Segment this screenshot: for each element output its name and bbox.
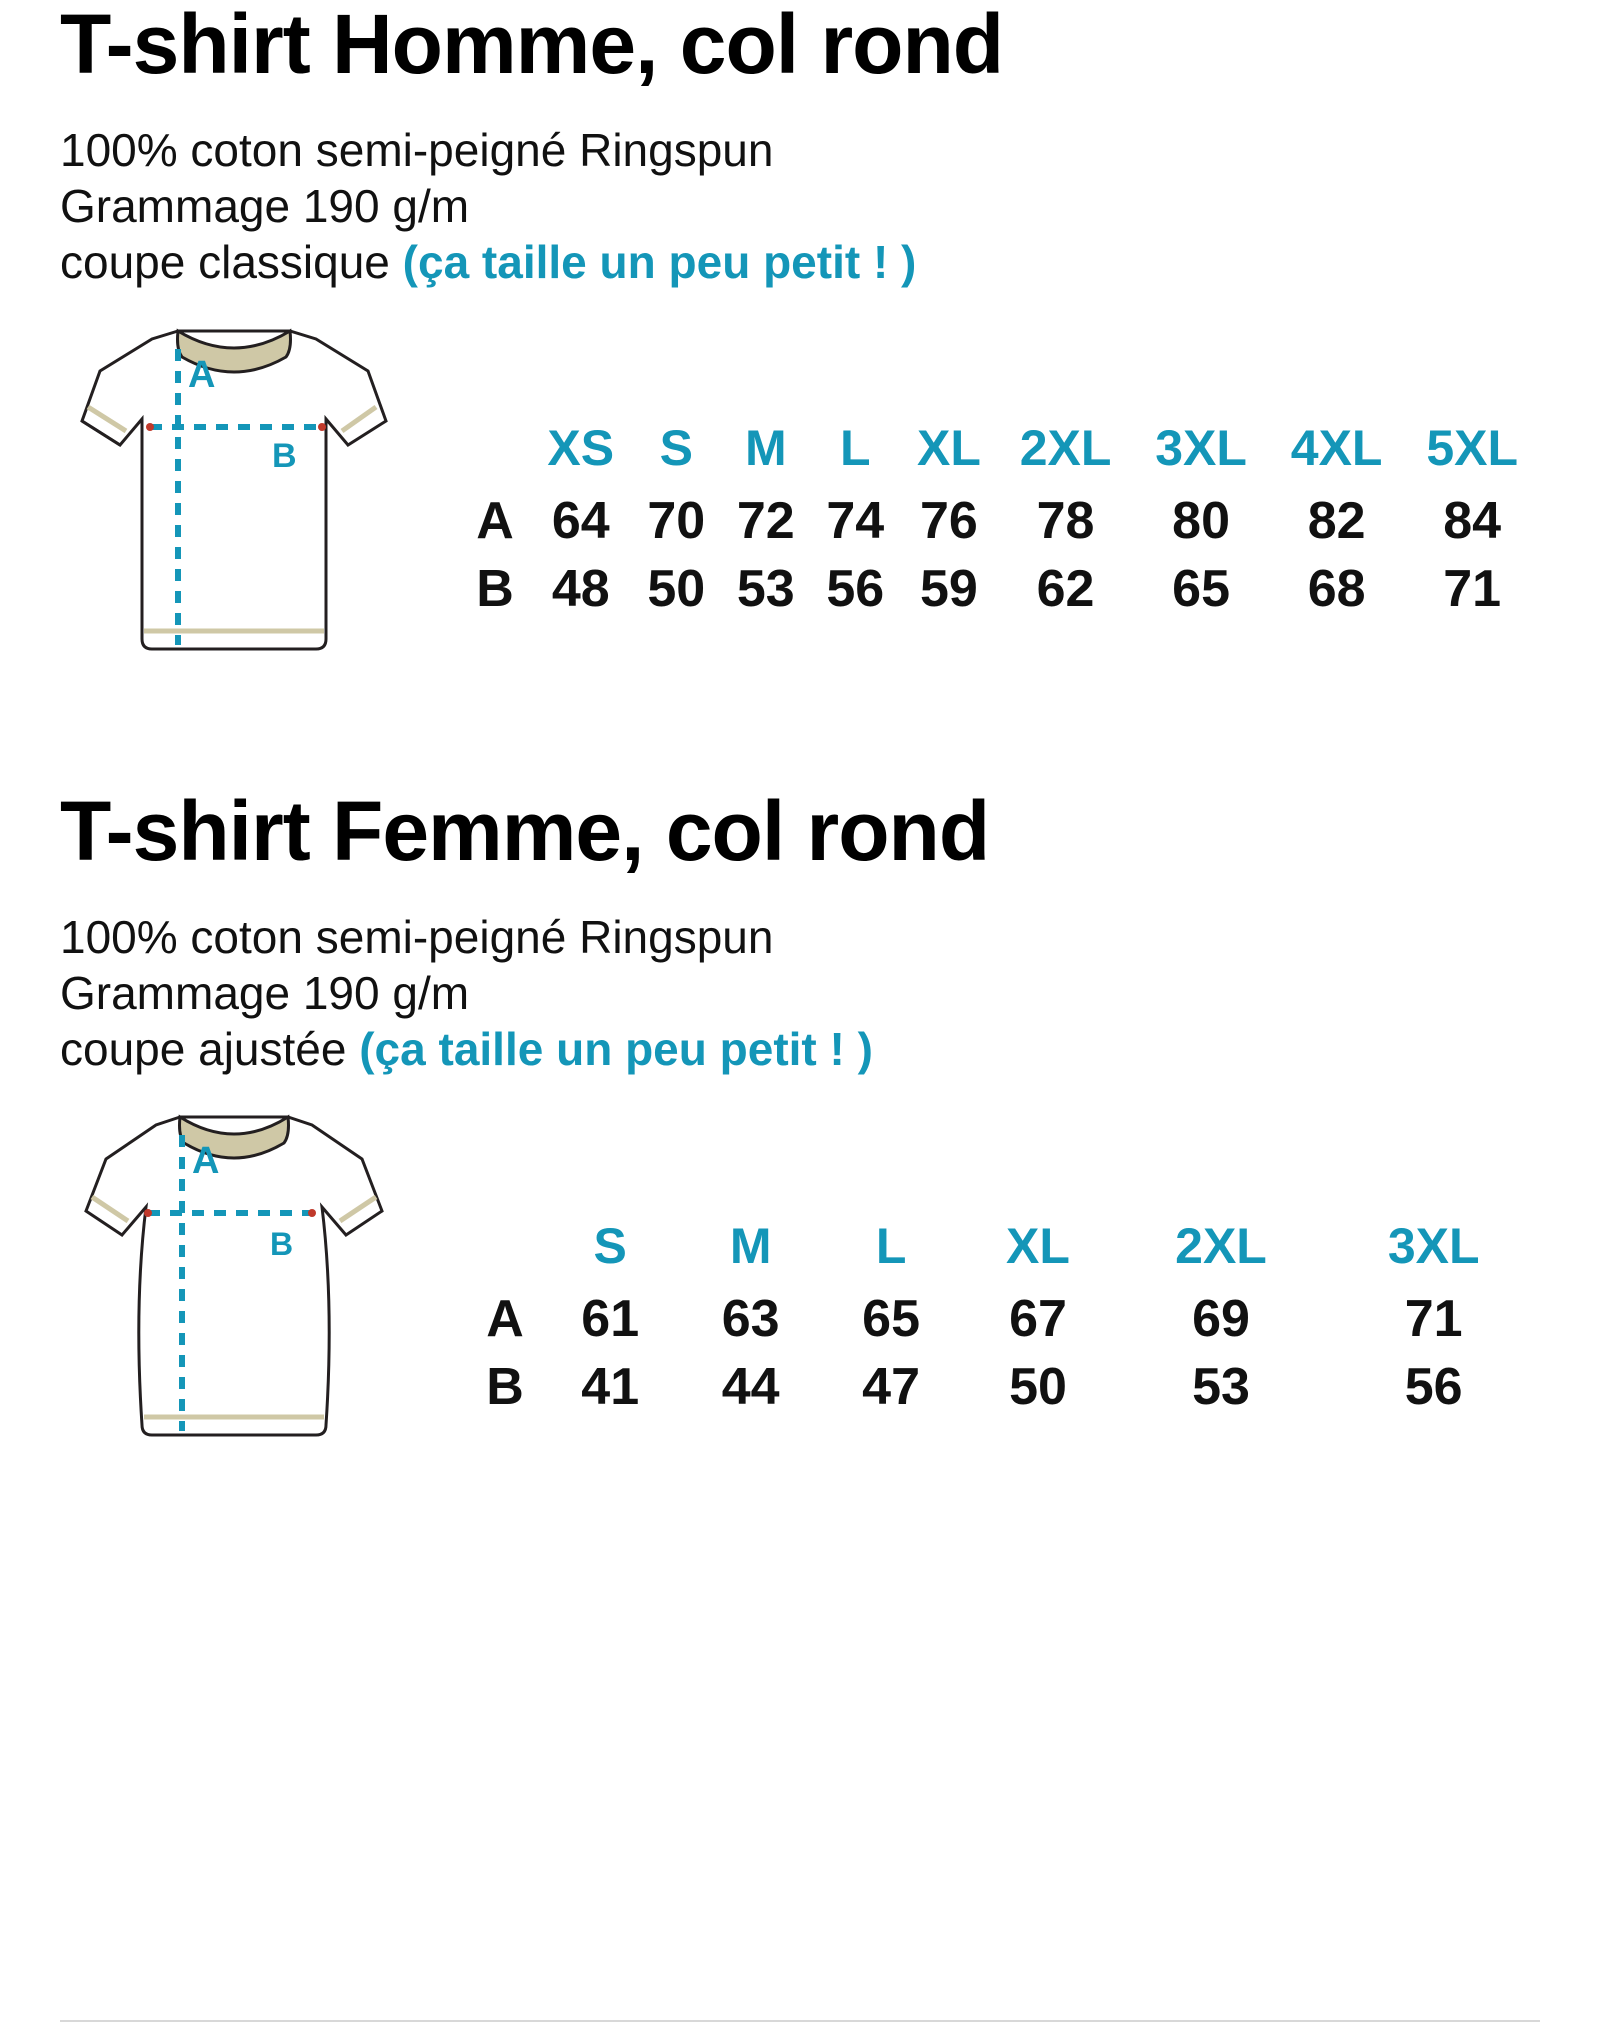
- table-cell: 41: [581, 1358, 640, 1417]
- spec-text: coupe classique: [60, 236, 403, 289]
- row-label: B: [486, 1358, 524, 1417]
- table-cell: 48: [551, 559, 610, 618]
- column-header: XL: [916, 419, 981, 476]
- table-cell: 71: [1404, 1290, 1463, 1349]
- page-title-women: T-shirt Femme, col rond: [60, 783, 990, 878]
- table-cell: 59: [920, 559, 978, 618]
- table-cell: 80: [1172, 491, 1231, 550]
- table-cell: 44: [721, 1358, 780, 1417]
- table-row: [470, 1351, 1540, 1419]
- table-cell: 50: [1009, 1358, 1067, 1417]
- table-cell: 47: [862, 1358, 921, 1417]
- column-header: 3XL: [1387, 1218, 1480, 1275]
- column-header: 2XL: [1175, 1218, 1267, 1275]
- table-row: [460, 553, 1540, 621]
- table-cell: 56: [826, 559, 885, 618]
- size-table-women: [470, 1095, 1540, 1419]
- table-cell: 69: [1192, 1290, 1250, 1349]
- column-header: L: [840, 419, 871, 476]
- table-cell: 65: [1172, 559, 1231, 618]
- table-row: [470, 1283, 1540, 1351]
- table-cell: 84: [1443, 491, 1502, 550]
- spec-note: (ça taille un peu petit ! ): [359, 1022, 873, 1075]
- specs-men: [60, 122, 1540, 290]
- spec-text: 100% coton semi-peigné Ringspun: [60, 910, 774, 963]
- figure-label-a: A: [188, 353, 216, 396]
- spec-line: [60, 122, 1540, 178]
- mens-tshirt-diagram: [60, 309, 450, 709]
- womens-tshirt-diagram: [60, 1095, 450, 1495]
- footer-divider: [60, 2020, 1540, 2022]
- spec-text: Grammage 190 g/m: [60, 966, 470, 1019]
- column-header: 4XL: [1290, 419, 1383, 476]
- table-cell: 82: [1307, 491, 1366, 550]
- column-header: S: [593, 1218, 627, 1275]
- spec-text: coupe ajustée: [60, 1022, 360, 1075]
- table-cell: 70: [647, 491, 706, 550]
- size-table-men: [460, 309, 1540, 621]
- row-label: A: [476, 491, 514, 550]
- figure-label-a: A: [192, 1140, 220, 1183]
- table-corner-cell: [460, 417, 530, 485]
- specs-women: [60, 909, 1540, 1077]
- spec-text: Grammage 190 g/m: [60, 180, 470, 233]
- section-men: [60, 0, 1540, 709]
- column-header: L: [875, 1218, 907, 1275]
- page-title-men: T-shirt Homme, col rond: [60, 0, 1004, 91]
- table-cell: 53: [736, 559, 795, 618]
- table-cell: 72: [736, 491, 795, 550]
- row-label: B: [476, 559, 514, 618]
- table-cell: 71: [1443, 559, 1502, 618]
- column-header: 5XL: [1426, 419, 1519, 476]
- column-header: XS: [547, 419, 615, 476]
- figure-and-table-women: [60, 1095, 1540, 1495]
- column-header: 3XL: [1155, 419, 1247, 476]
- column-header: 2XL: [1019, 419, 1112, 476]
- table-cell: 56: [1404, 1358, 1463, 1417]
- section-women: [60, 783, 1540, 1496]
- spec-text: 100% coton semi-peigné Ringspun: [60, 124, 774, 177]
- spec-line: [60, 178, 1540, 234]
- spec-note: (ça taille un peu petit ! ): [402, 236, 917, 289]
- figure-and-table-men: [60, 309, 1540, 709]
- table-cell: 50: [647, 559, 706, 618]
- spec-line: [60, 909, 1540, 965]
- spec-line: [60, 234, 1540, 290]
- table-cell: 65: [862, 1290, 921, 1349]
- table-cell: 67: [1009, 1290, 1067, 1349]
- table-header-row: [460, 417, 1540, 485]
- table-row: [460, 485, 1540, 553]
- table-cell: 61: [581, 1290, 640, 1349]
- table-cell: 64: [551, 491, 610, 550]
- table-cell: 62: [1036, 559, 1095, 618]
- column-header: M: [744, 419, 787, 476]
- table-cell: 68: [1307, 559, 1366, 618]
- table-cell: 53: [1192, 1358, 1250, 1417]
- column-header: M: [729, 1218, 772, 1275]
- figure-label-b: B: [270, 1226, 294, 1263]
- table-cell: 78: [1036, 491, 1095, 550]
- table-header-row: [470, 1215, 1540, 1283]
- column-header: XL: [1006, 1218, 1070, 1275]
- table-cell: 63: [721, 1290, 780, 1349]
- column-header: S: [659, 419, 693, 476]
- spec-line: [60, 965, 1540, 1021]
- table-cell: 76: [920, 491, 978, 550]
- table-cell: 74: [826, 491, 885, 550]
- spec-line: [60, 1021, 1540, 1077]
- figure-label-b: B: [272, 436, 297, 475]
- row-label: A: [486, 1290, 524, 1349]
- table-corner-cell: [470, 1215, 540, 1283]
